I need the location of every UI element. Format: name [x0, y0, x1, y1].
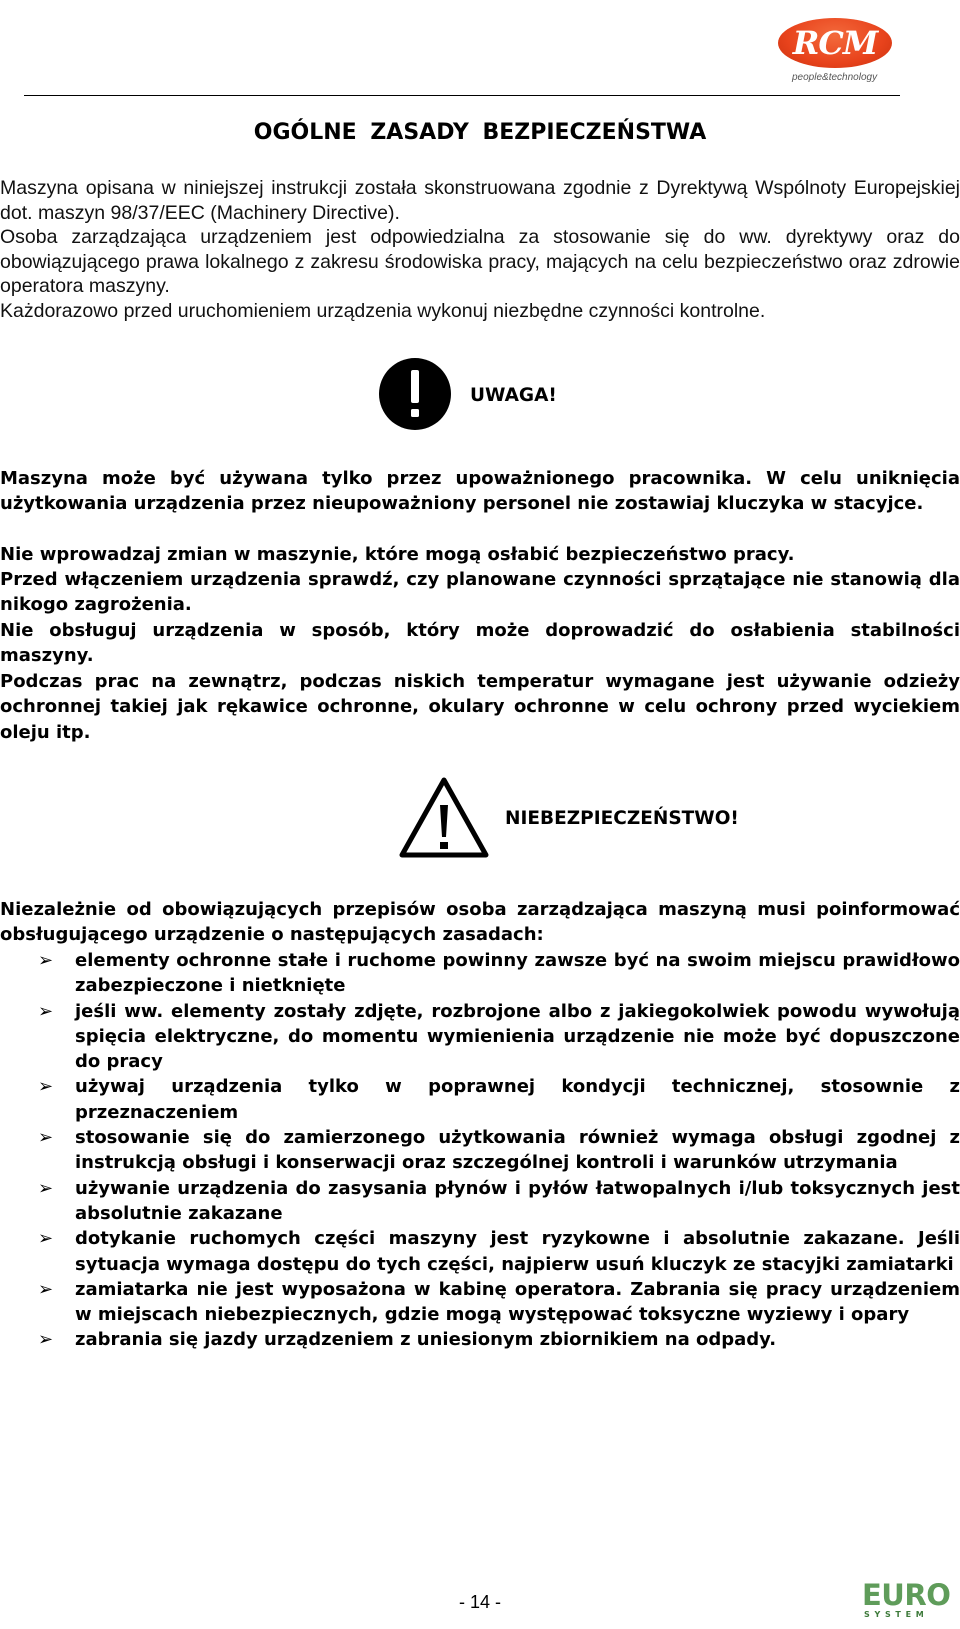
- intro-paragraph-directive: Maszyna opisana w niniejszej instrukcji została skonstruowana zgodnie z Dyrektywą Wspólnoty Europejskiej dot. maszyn 98/37/EEC (Machinery Directive).: [0, 177, 960, 224]
- list-item: [0, 1277, 960, 1328]
- arrow-bullet-icon: ➢: [38, 1329, 54, 1351]
- arrow-bullet-icon: ➢: [38, 1278, 54, 1300]
- caution-paragraph-check-hazards: Przed włączeniem urządzenia sprawdź, czy planowane czynności sprzątające nie stanowią dla nikogo zagrożenia.: [0, 569, 960, 616]
- arrow-bullet-icon: ➢: [38, 1000, 54, 1022]
- rule-text: używanie urządzenia do zasysania płynów i pyłów łatwopalnych i/lub toksycznych jest absolutnie zakazane: [75, 1177, 960, 1224]
- rule-text: zamiatarka nie jest wyposażona w kabinę operatora. Zabrania się pracy urządzeniem w miejscach niebezpiecznych, gdzie mogą występować toksyczne wyziewy i opary: [75, 1278, 960, 1326]
- warning-triangle-icon: [398, 775, 490, 859]
- list-item: [0, 948, 960, 999]
- rule-text: dotykanie ruchomych części maszyny jest ryzykowne i absolutnie zakazane. Jeśli sytuacja wymaga dostępu do tych części, najpierw usuń kluczyk ze stacyjki zamiatarki: [75, 1228, 960, 1275]
- page-title: OGÓLNE ZASADY BEZPIECZEŃSTWA: [253, 120, 707, 145]
- intro-paragraph-checks: Każdorazowo przed uruchomieniem urządzenia wykonuj niezbędne czynności kontrolne.: [0, 300, 766, 322]
- intro-paragraph-responsibility: Osoba zarządzająca urządzeniem jest odpowiedzialna za stosowanie się do ww. dyrektywy oraz do obowiązującego prawa lokalnego z zakresu środowiska pracy, mających na celu bezpieczeństwo oraz zdrowie operatora maszyny.: [0, 226, 960, 297]
- rule-text: stosowanie się do zamierzonego użytkowania również wymaga obsługi zgodnej z instrukcją obsługi i konserwacji oraz szczególnej kontroli i warunków utrzymania: [75, 1127, 960, 1174]
- caution-paragraph-stability: Nie obsługuj urządzenia w sposób, który może doprowadzić do osłabienia stabilności maszyny.: [0, 620, 960, 667]
- euro-system-logo: [862, 1580, 954, 1624]
- danger-label: NIEBEZPIECZEŃSTWO!: [505, 808, 739, 829]
- list-item: [0, 1327, 960, 1352]
- danger-lead-paragraph: Niezależnie od obowiązujących przepisów osoba zarządzająca maszyną musi poinformować obsługującego urządzenie o następujących zasadach:: [0, 899, 960, 946]
- rule-text: elementy ochronne stałe i ruchome powinny zawsze być na swoim miejscu prawidłowo zabezpieczone i nietknięte: [75, 950, 960, 997]
- rule-text: używaj urządzenia tylko w poprawnej kondycji technicznej, stosownie z przeznaczeniem: [75, 1076, 960, 1123]
- safety-rules-list: [0, 948, 960, 1353]
- arrow-bullet-icon: ➢: [38, 1177, 54, 1199]
- list-item: [0, 1176, 960, 1227]
- rule-text: zabrania się jazdy urządzeniem z uniesionym zbiornikiem na odpady.: [75, 1329, 777, 1351]
- caution-paragraph-no-modifications: Nie wprowadzaj zmian w maszynie, które mogą osłabić bezpieczeństwo pracy.: [0, 544, 795, 565]
- list-item: [0, 1074, 960, 1125]
- arrow-bullet-icon: ➢: [38, 1076, 54, 1098]
- caution-paragraph-authorized: Maszyna może być używana tylko przez upoważnionego pracownika. W celu uniknięcia użytkowania urządzenia przez nieupoważniony personel nie zostawiaj kluczyka w stacyjce.: [0, 468, 960, 515]
- list-item: [0, 1226, 960, 1277]
- rule-text: jeśli ww. elementy zostały zdjęte, rozbrojone albo z jakiegokolwiek powodu wywołują spięcia elektryczne, do momentu wymienienia urządzenie nie może być dopuszczone do pracy: [75, 1000, 960, 1073]
- header-divider: [24, 95, 900, 96]
- arrow-bullet-icon: ➢: [38, 1127, 54, 1149]
- caution-label: UWAGA!: [470, 385, 557, 406]
- rcm-logo-tagline: people&technology: [792, 72, 878, 83]
- list-item: [0, 999, 960, 1075]
- caution-paragraph-protective-clothing: Podczas prac na zewnątrz, podczas niskich temperatur wymagane jest używanie odzieży ochronnej takiej jak rękawice ochronne, okulary ochronne w celu ochrony przed wyciekiem oleju itp.: [0, 671, 960, 743]
- euro-logo-word: EURO: [862, 1578, 951, 1612]
- rcm-logo-oval: [778, 18, 892, 68]
- rcm-logo: [778, 18, 894, 96]
- arrow-bullet-icon: ➢: [38, 950, 54, 971]
- arrow-bullet-icon: ➢: [38, 1228, 54, 1250]
- euro-logo-subtitle: SYSTEM: [864, 1610, 929, 1619]
- rcm-logo-text: RCM: [792, 24, 878, 62]
- list-item: [0, 1125, 960, 1176]
- page-number: - 14 -: [458, 1592, 501, 1612]
- exclamation-circle-icon: [378, 357, 452, 431]
